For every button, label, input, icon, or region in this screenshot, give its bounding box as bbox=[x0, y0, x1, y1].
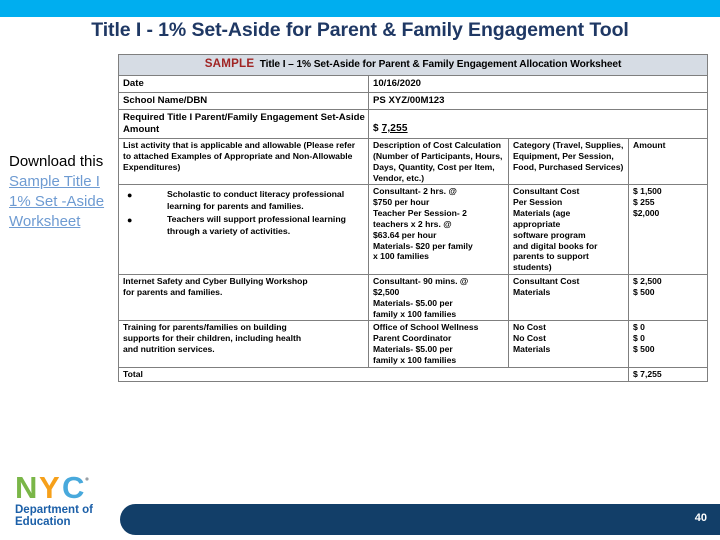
sample-label: SAMPLE bbox=[204, 57, 255, 70]
row2-amount-cell[interactable] bbox=[629, 275, 708, 321]
row3-amount-cell[interactable] bbox=[629, 321, 708, 367]
setaside-amount bbox=[373, 112, 704, 136]
row1-amt-l2: $ 255 bbox=[633, 197, 655, 208]
row1-desc-l5: $63.64 per hour bbox=[373, 229, 437, 240]
worksheet-banner-title: Title I – 1% Set-Aside for Parent & Family Engagement Allocation Worksheet bbox=[259, 59, 622, 70]
row1-cat-l1: Consultant Cost bbox=[513, 186, 580, 197]
list-item bbox=[123, 214, 365, 237]
col-amt-l1: Amount bbox=[633, 140, 666, 151]
table-row bbox=[119, 110, 708, 139]
bullet-icon: ● bbox=[127, 190, 133, 201]
svg-text:N: N bbox=[15, 470, 38, 505]
col-activity-l1: List activity that is applicable and allowable bbox=[123, 140, 302, 151]
svg-text:C: C bbox=[62, 470, 85, 505]
row1-cat-l7: parents to support bbox=[513, 251, 589, 262]
row2-description-cell[interactable] bbox=[369, 275, 509, 321]
school-value[interactable]: PS XYZ/00M123 bbox=[369, 92, 708, 109]
row2-category-cell[interactable] bbox=[509, 275, 629, 321]
row1-cat-l8: students) bbox=[513, 262, 552, 273]
row3-cat-l1: No Cost bbox=[513, 322, 546, 333]
row2-desc-l4: family x 100 families bbox=[373, 308, 457, 319]
row3-amt-l2: $ 0 bbox=[633, 333, 645, 344]
row2-cat-l2: Materials bbox=[513, 286, 551, 297]
row2-act-l2: for parents and families. bbox=[123, 286, 223, 297]
row1-category-cell[interactable] bbox=[509, 185, 629, 275]
row3-cat-l3: Materials bbox=[513, 344, 551, 355]
worksheet-banner-cell bbox=[119, 55, 708, 76]
row1-activity-list bbox=[123, 189, 365, 237]
svg-text:Education: Education bbox=[15, 516, 71, 528]
row3-amt-l3: $ 500 bbox=[633, 344, 655, 355]
row3-description-cell[interactable] bbox=[369, 321, 509, 367]
row1-bullet-2-text: Teachers will support professional learning through a variety of activities. bbox=[167, 213, 346, 236]
row2-amt-l1: $ 2,500 bbox=[633, 276, 662, 287]
row3-activity-cell[interactable] bbox=[119, 321, 369, 367]
setaside-label-line2: Engagement Set-Aside Amount bbox=[123, 112, 365, 136]
setaside-amount-cell[interactable] bbox=[369, 110, 708, 139]
row1-bullet-1-text: Scholastic to conduct literacy professional learning for parents and families. bbox=[167, 189, 345, 212]
row3-desc-l1: Office of School Wellness bbox=[373, 322, 479, 333]
svg-text:Y: Y bbox=[39, 470, 60, 505]
row2-act-l1: Internet Safety and Cyber Bullying Workshop bbox=[123, 276, 308, 287]
footer-bar bbox=[120, 504, 720, 535]
col-header-description bbox=[369, 139, 509, 185]
col-activity-l2: (Please refer to attached Examples of bbox=[123, 140, 356, 161]
col-header-category bbox=[509, 139, 629, 185]
row1-desc-l3: Teacher Per Session- 2 bbox=[373, 208, 467, 219]
table-row bbox=[119, 185, 708, 275]
table-row bbox=[119, 321, 708, 367]
table-row bbox=[119, 75, 708, 92]
row3-act-l1: Training for parents/families on building bbox=[123, 322, 287, 333]
row3-act-l3: and nutrition services. bbox=[123, 344, 215, 355]
download-note bbox=[9, 152, 121, 232]
row1-amt-l1: $ 1,500 bbox=[633, 186, 662, 197]
row1-desc-l7: x 100 families bbox=[373, 251, 429, 262]
download-worksheet-link[interactable]: Sample Title I 1% Set -Aside Worksheet bbox=[9, 172, 105, 230]
row2-desc-l1: Consultant- 90 mins. @ bbox=[373, 276, 469, 287]
page-number: 40 bbox=[694, 512, 707, 524]
download-note-lead: Download this bbox=[9, 153, 104, 170]
row1-activity-cell[interactable] bbox=[119, 185, 369, 275]
table-row bbox=[119, 275, 708, 321]
top-accent-band bbox=[0, 0, 720, 17]
worksheet-banner-row bbox=[119, 55, 708, 76]
row1-cat-l5: software program bbox=[513, 229, 586, 240]
col-desc-l3: Participants, Hours, Days, bbox=[373, 150, 503, 172]
row1-desc-l4: teachers x 2 hrs. @ bbox=[373, 218, 452, 229]
nyc-doe-logo bbox=[14, 468, 118, 530]
row1-cat-l2: Per Session bbox=[513, 197, 563, 208]
row2-amt-l2: $ 500 bbox=[633, 286, 655, 297]
currency-symbol: $ bbox=[373, 123, 379, 134]
bullet-icon: ● bbox=[127, 214, 133, 225]
row1-cat-l4: appropriate bbox=[513, 218, 561, 229]
row1-desc-l6: Materials- $20 per family bbox=[373, 240, 473, 251]
allocation-worksheet-table bbox=[118, 54, 708, 382]
setaside-amount-value: 7,255 bbox=[381, 123, 408, 134]
row3-category-cell[interactable] bbox=[509, 321, 629, 367]
page-title: Title I - 1% Set-Aside for Parent & Family Engagement Tool bbox=[91, 19, 629, 41]
col-desc-l4: Quantity, Cost per Item, bbox=[398, 161, 495, 172]
col-desc-l5: Vendor, etc.) bbox=[373, 172, 425, 183]
row1-description-cell[interactable] bbox=[369, 185, 509, 275]
col-header-activity bbox=[119, 139, 369, 185]
setaside-label bbox=[119, 110, 369, 139]
row3-amt-l1: $ 0 bbox=[633, 322, 645, 333]
svg-text:Department of: Department of bbox=[15, 504, 93, 516]
col-desc-l2: Calculation (Number of bbox=[373, 140, 501, 161]
col-cat-l1: Category (Travel, bbox=[513, 140, 583, 151]
row3-cat-l2: No Cost bbox=[513, 333, 546, 344]
total-amount: $ 7,255 bbox=[629, 367, 708, 381]
total-row bbox=[119, 367, 708, 381]
row3-desc-l4: family x 100 families bbox=[373, 354, 457, 365]
col-cat-l4: Purchased Services) bbox=[538, 161, 624, 172]
date-label: Date bbox=[119, 75, 369, 92]
row2-desc-l3: Materials- $5.00 per bbox=[373, 297, 453, 308]
column-header-row bbox=[119, 139, 708, 185]
row3-desc-l2: Parent Coordinator bbox=[373, 333, 452, 344]
row1-desc-l2: $750 per hour bbox=[373, 197, 430, 208]
col-header-amount bbox=[629, 139, 708, 185]
table-row bbox=[119, 92, 708, 109]
row1-amt-l3: $2,000 bbox=[633, 208, 660, 219]
setaside-label-line1: Required Title I Parent/Family bbox=[123, 112, 258, 123]
col-cat-l2: Supplies, Equipment, bbox=[513, 140, 624, 161]
row2-desc-l2: $2,500 bbox=[373, 286, 400, 297]
col-cat-l3: Per Session, Food, bbox=[513, 150, 614, 172]
row1-desc-l1: Consultant- 2 hrs. @ bbox=[373, 186, 457, 197]
date-value[interactable]: 10/16/2020 bbox=[369, 75, 708, 92]
total-label: Total bbox=[119, 367, 629, 381]
row2-activity-cell[interactable] bbox=[119, 275, 369, 321]
right-margin-strip bbox=[709, 17, 720, 504]
list-item bbox=[123, 189, 365, 212]
nyc-doe-logo-svg bbox=[14, 468, 118, 530]
row1-amount-cell[interactable] bbox=[629, 185, 708, 275]
col-activity-l3: Appropriate and Non-Allowable Expenditures) bbox=[123, 150, 353, 172]
row3-act-l2: supports for their children, including health bbox=[123, 333, 302, 344]
row1-cat-l3: Materials (age bbox=[513, 208, 571, 219]
row2-cat-l1: Consultant Cost bbox=[513, 276, 580, 287]
row1-cat-l6: and digital books for bbox=[513, 240, 598, 251]
col-desc-l1: Description of Cost bbox=[373, 140, 453, 151]
row3-desc-l3: Materials- $5.00 per bbox=[373, 344, 453, 355]
school-label: School Name/DBN bbox=[119, 92, 369, 109]
